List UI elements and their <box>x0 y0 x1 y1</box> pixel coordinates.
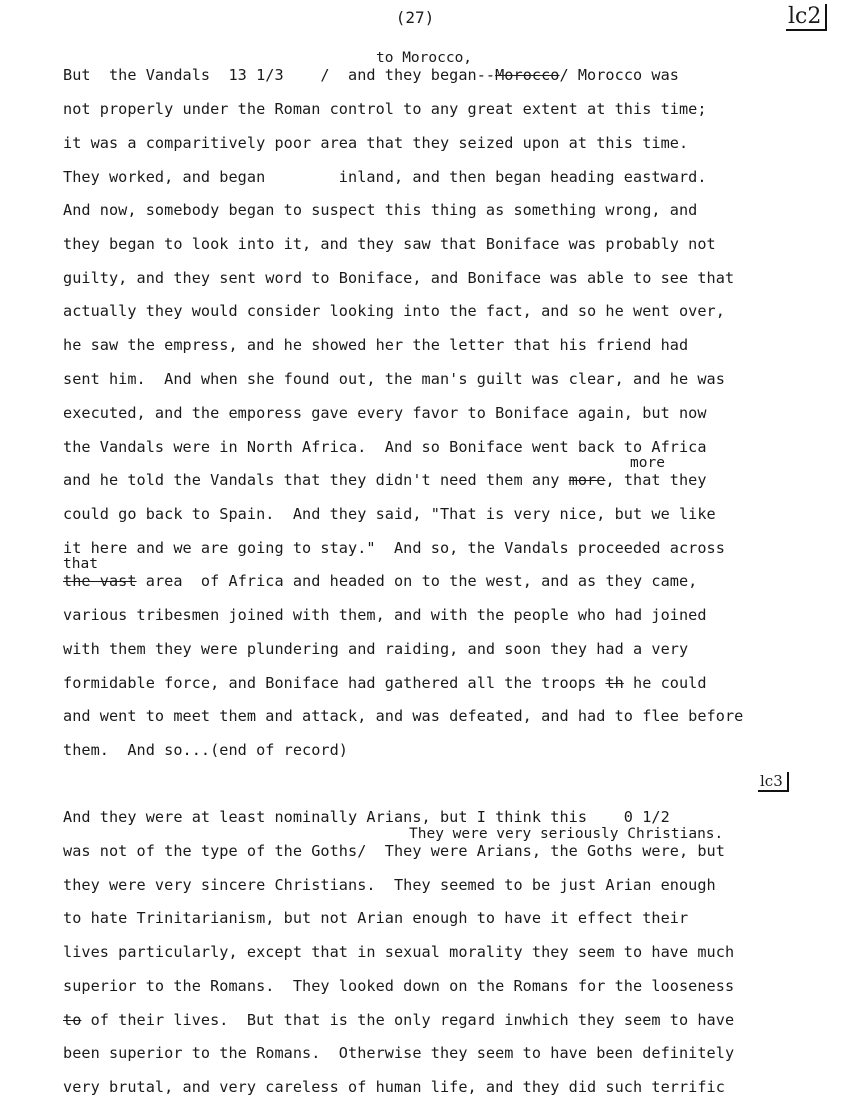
line-text: to hate Trinitarianism, but not Arian enough to have it effect their <box>63 909 689 927</box>
text-line <box>63 201 697 219</box>
text-line <box>63 404 707 422</box>
insert-christians: They were very seriously Christians. <box>409 826 724 842</box>
insert-more: more <box>630 455 665 471</box>
struck-text: Morocco <box>495 66 560 84</box>
line-text-continued: , that they <box>605 471 707 489</box>
line-text: they were very sincere Christians. They seemed to be just Arian enough <box>63 876 716 894</box>
text-line <box>63 640 688 658</box>
line-text: lives particularly, except that in sexual morality they seem to have much <box>63 943 735 961</box>
line-text: But the Vandals 13 1/3 / and they began-- <box>63 66 496 84</box>
line-text-continued: / Morocco was <box>559 66 679 84</box>
text-line <box>63 1044 734 1062</box>
text-line <box>63 707 743 725</box>
line-text: was not of the type of the Goths/ They were Arians, the Goths were, but <box>63 842 725 860</box>
text-line <box>63 168 707 186</box>
text-line <box>63 977 734 995</box>
struck-text: to <box>63 1011 82 1029</box>
text-line <box>63 876 716 894</box>
text-line <box>63 134 688 152</box>
insert-that: that <box>63 556 98 572</box>
margin-marker-top: lc2 <box>786 4 827 31</box>
text-line <box>63 370 725 388</box>
line-text-continued: of their lives. But that is the only regard inwhich they seem to have <box>81 1011 735 1029</box>
struck-text: the vast <box>63 572 137 590</box>
line-text-continued: he could <box>623 674 707 692</box>
line-text: he saw the empress, and he showed her the letter that his friend had <box>63 336 689 354</box>
line-text: not properly under the Roman control to any great extent at this time; <box>63 100 707 118</box>
line-text: the Vandals were in North Africa. And so Boniface went back to Africa <box>63 438 707 456</box>
line-text: various tribesmen joined with them, and with the people who had joined <box>63 606 707 624</box>
text-line <box>63 438 707 456</box>
line-text: them. And so...(end of record) <box>63 741 349 759</box>
line-text: with them they were plundering and raiding, and soon they had a very <box>63 640 689 658</box>
text-line <box>63 606 707 624</box>
struck-text: more <box>568 471 606 489</box>
text-line <box>63 741 348 759</box>
line-text: been superior to the Romans. Otherwise they seem to have been definitely <box>63 1044 735 1062</box>
text-line <box>63 302 725 320</box>
insert-to-morocco: to Morocco, <box>376 50 473 66</box>
line-text: superior to the Romans. They looked down on the Romans for the looseness <box>63 977 735 995</box>
line-text: And now, somebody began to suspect this thing as something wrong, and <box>63 201 698 219</box>
text-line <box>63 674 707 692</box>
line-text-continued: area of Africa and headed on to the west, and as they came, <box>136 572 698 590</box>
line-text: They worked, and began inland, and then began heading eastward. <box>63 168 707 186</box>
line-text: guilty, and they sent word to Boniface, and Boniface was able to see that <box>63 269 735 287</box>
line-text: very brutal, and very careless of human life, and they did such terrific <box>63 1078 725 1096</box>
text-line <box>63 943 734 961</box>
line-text: it here and we are going to stay." And so, the Vandals proceeded across <box>63 539 725 557</box>
text-line <box>63 842 725 860</box>
line-text: and went to meet them and attack, and was defeated, and had to flee before <box>63 707 744 725</box>
text-line <box>63 235 716 253</box>
page-number: (27) <box>395 8 435 27</box>
text-line <box>63 505 716 523</box>
text-line <box>63 471 707 489</box>
line-text: they began to look into it, and they saw that Boniface was probably not <box>63 235 716 253</box>
text-line <box>63 539 725 557</box>
struck-text: th <box>605 674 624 692</box>
margin-marker-middle: lc3 <box>758 772 789 792</box>
text-line <box>63 66 679 84</box>
text-line <box>63 100 707 118</box>
text-line <box>63 336 688 354</box>
text-line <box>63 269 734 287</box>
text-line <box>63 572 697 590</box>
line-text: and he told the Vandals that they didn't need them any <box>63 471 569 489</box>
line-text: formidable force, and Boniface had gathered all the troops <box>63 674 606 692</box>
line-text: executed, and the emporess gave every favor to Boniface again, but now <box>63 404 707 422</box>
text-line <box>63 808 670 826</box>
line-text: could go back to Spain. And they said, "That is very nice, but we like <box>63 505 716 523</box>
line-text: it was a comparitively poor area that they seized upon at this time. <box>63 134 689 152</box>
text-line <box>63 909 688 927</box>
line-text: sent him. And when she found out, the man's guilt was clear, and he was <box>63 370 725 388</box>
text-line <box>63 1011 734 1029</box>
text-line <box>63 1078 725 1096</box>
line-text: And they were at least nominally Arians, but I think this 0 1/2 <box>63 808 670 826</box>
line-text: actually they would consider looking into the fact, and so he went over, <box>63 302 725 320</box>
